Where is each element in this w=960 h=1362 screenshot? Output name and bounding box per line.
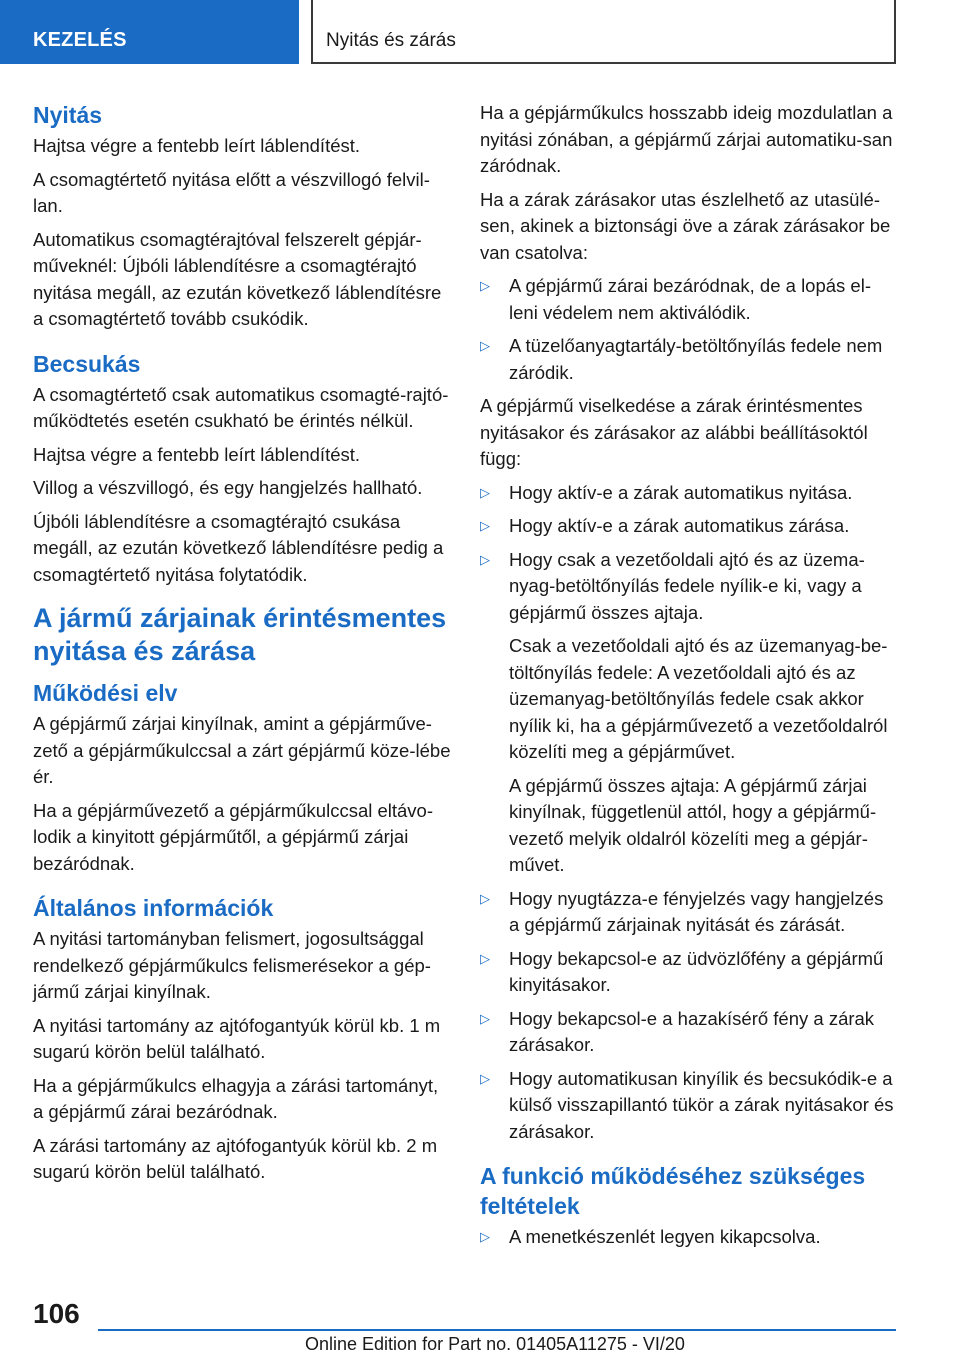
list-item-text: A gépjármű zárai bezáródnak, de a lopás el-leni védelem nem aktiválódik.: [509, 275, 871, 323]
triangle-bullet-icon: ▷: [480, 950, 490, 966]
triangle-bullet-icon: ▷: [480, 1229, 490, 1244]
paragraph: Ha a zárak zárásakor utas észlelhető az utasülé-sen, akinek a biztonsági öve a zárak zárásakor be van csatolva:: [480, 188, 891, 263]
heading-nyitas: Nyitás: [33, 102, 103, 128]
paragraph: Automatikus csomagtérajtóval felszerelt gépjár-műveknél: Újbóli láblendítésre a csomagtérajtó nyitása megáll, az ezután következő láblendítésre a csomagtértető tovább csukódik.: [33, 228, 442, 329]
right-column: [480, 100, 898, 1258]
list-item-text: A tüzelőanyagtartály-betöltőnyílás fedele nem záródik.: [509, 335, 883, 383]
list-item: [480, 1224, 898, 1251]
bullet-list: [480, 1224, 898, 1251]
list-item: [480, 333, 898, 386]
list-item-text: Hogy bekapcsol-e a hazakísérő fény a zárak zárásakor.: [509, 1007, 875, 1055]
paragraph: A gépjármű viselkedése a zárak érintésmentes nyitásakor és zárásakor az alábbi beállításoktól függ:: [480, 395, 868, 469]
page-number: 106: [33, 1298, 80, 1329]
paragraph: Hajtsa végre a fentebb leírt láblendítést.: [33, 443, 361, 465]
heading-main: A jármű zárjainak érintésmentes nyitása és zárása: [33, 603, 447, 666]
paragraph: A zárási tartomány az ajtófogantyúk körül kb. 2 m sugarú körön belül található.: [33, 1134, 438, 1182]
list-item-text: Hogy csak a vezetőoldali ajtó és az üzema-nyag-betöltőnyílás fedele nyílik-e ki, vagy a gépjármű összes ajtaja.: [509, 548, 865, 623]
paragraph: A nyitási tartományban felismert, jogosultsággal rendelkező gépjárműkulcs felismerésekor a gép-jármű zárjai kinyílnak.: [33, 928, 431, 1002]
triangle-bullet-icon: ▷: [480, 551, 490, 567]
section-title: Nyitás és zárás: [326, 30, 456, 51]
heading-altalanos: Általános információk: [33, 895, 274, 921]
list-item-text: Hogy bekapcsol-e az üdvözlőfény a gépjármű kinyitásakor.: [509, 947, 884, 995]
triangle-bullet-icon: ▷: [480, 518, 490, 533]
chapter-label: KEZELÉS: [33, 29, 127, 51]
list-item: [480, 513, 898, 540]
footer-rule: [98, 1329, 896, 1331]
list-item-text: Hogy aktív-e a zárak automatikus nyitása.: [509, 481, 853, 503]
list-item-text: Hogy nyugtázza-e fényjelzés vagy hangjelzés a gépjármű zárjainak nyitását és zárását.: [509, 887, 884, 935]
paragraph: Villog a vészvillogó, és egy hangjelzés hallható.: [33, 477, 423, 498]
paragraph: A csomagtértető nyitása előtt a vészvillogó felvil-lan.: [33, 168, 430, 216]
list-item-text: Hogy automatikusan kinyílik és becsukódik-e a külső visszapillantó tükör a zárak nyitásakor és zárásakor.: [509, 1067, 894, 1142]
sub-paragraph: A gépjármű összes ajtaja: A gépjármű zárjai kinyílnak, függetlenül attól, hogy a gépjármű-vezető melyik oldalról közelíti meg a gépjár-művet.: [509, 774, 877, 875]
heading-becsukas: Becsukás: [33, 350, 141, 377]
bullet-list: [480, 886, 898, 1146]
list-item: [480, 1066, 898, 1146]
triangle-bullet-icon: ▷: [480, 484, 490, 500]
triangle-bullet-icon: ▷: [480, 890, 490, 906]
heading-funkcio: A funkció működéséhez szükséges feltételek: [480, 1163, 866, 1219]
paragraph: A csomagtértető csak automatikus csomagté-rajtó-működtetés esetén csukható be érintés nélkül.: [33, 383, 449, 431]
triangle-bullet-icon: ▷: [480, 1070, 490, 1086]
list-item: [480, 480, 898, 507]
heading-mukodesi-elv: Működési elv: [33, 680, 178, 706]
bullet-list: [480, 480, 898, 627]
header-divider: [311, 0, 313, 64]
triangle-bullet-icon: ▷: [480, 1010, 490, 1026]
triangle-bullet-icon: ▷: [480, 278, 490, 293]
list-item: [480, 547, 898, 627]
chapter-tab: [0, 0, 299, 64]
list-item-text: Hogy aktív-e a zárak automatikus zárása.: [509, 515, 850, 536]
paragraph: Ha a gépjárműkulcs hosszabb ideig mozdulatlan a nyitási zónában, a gépjármű zárjai automatiku-san záródnak.: [480, 102, 893, 176]
paragraph: Hajtsa végre a fentebb leírt láblendítést.: [33, 135, 361, 156]
paragraph: Ha a gépjárműkulcs elhagyja a zárási tartományt, a gépjármű zárai bezáródnak.: [33, 1074, 439, 1122]
edition-note: Online Edition for Part no. 01405A11275 - VI/20: [305, 1334, 685, 1354]
list-item: [480, 1006, 898, 1059]
paragraph: Ha a gépjárművezető a gépjárműkulccsal eltávo-lodik a kinyitott gépjárműtől, a gépjármű zárjai bezáródnak.: [33, 799, 434, 874]
sub-paragraph: Csak a vezetőoldali ajtó és az üzemanyag-be-töltőnyílás fedele: A vezetőoldali ajtó és az üzemanyag-betöltőnyílás fedele csak akkor nyílik ki, ha a gépjárművezető a vezetőoldalról közelíti meg a gépjárművet.: [509, 635, 888, 762]
paragraph: A gépjármű zárjai kinyílnak, amint a gépjárműve-zető a gépjárműkulccsal a zárt gépjármű köze-lébe ér.: [33, 713, 451, 787]
list-item: [480, 273, 898, 326]
list-item: [480, 946, 898, 999]
left-column: [33, 100, 451, 1193]
list-item: [480, 886, 898, 939]
list-item-text: A menetkészenlét legyen kikapcsolva.: [509, 1226, 821, 1247]
paragraph: A nyitási tartomány az ajtófogantyúk körül kb. 1 m sugarú körön belül található.: [33, 1014, 441, 1062]
section-title-box: [311, 0, 896, 64]
bullet-list: [480, 273, 898, 386]
triangle-bullet-icon: ▷: [480, 338, 490, 353]
paragraph: Újbóli láblendítésre a csomagtérajtó csukása megáll, az ezután következő láblendítésre pedig a csomagtértető nyitása folytatódik.: [33, 510, 444, 585]
